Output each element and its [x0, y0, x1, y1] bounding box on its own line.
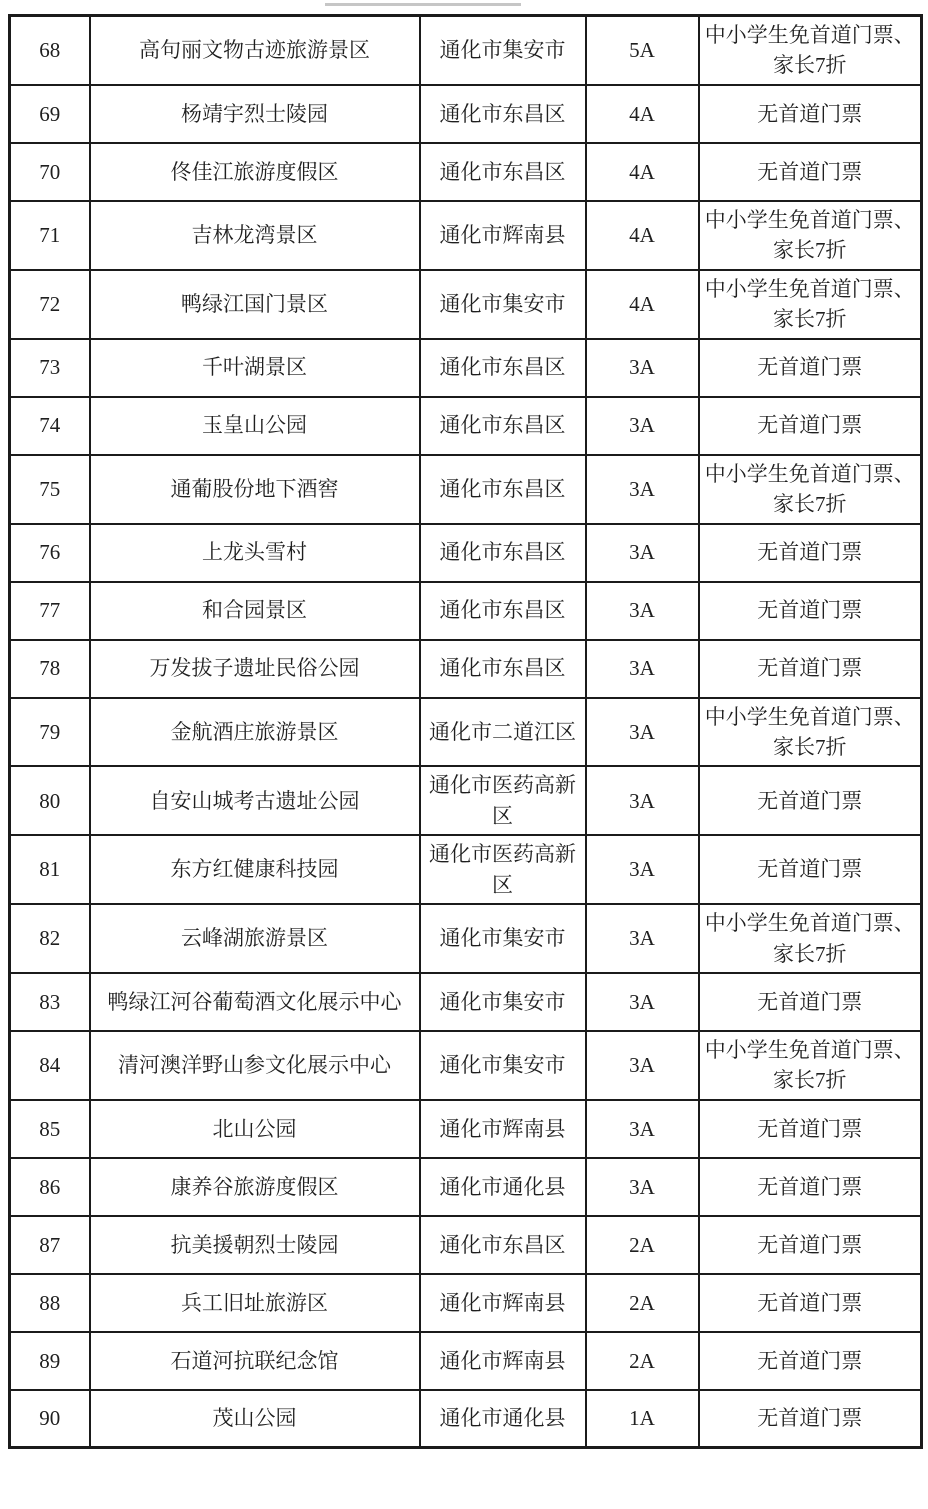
scenic-area-name-cell: 万发拔子遗址民俗公园: [90, 640, 420, 698]
table-row: [10, 1100, 922, 1158]
location-cell: 通化市通化县: [420, 1390, 586, 1448]
table-row: [10, 201, 922, 270]
location-cell: 通化市辉南县: [420, 1274, 586, 1332]
table-row: [10, 524, 922, 582]
row-number-cell: 81: [10, 835, 90, 904]
rating-cell: 3A: [586, 973, 699, 1031]
location-cell: 通化市东昌区: [420, 397, 586, 455]
scenic-area-name-cell: 通葡股份地下酒窖: [90, 455, 420, 524]
ticket-policy-cell: 中小学生免首道门票、家长7折: [699, 270, 922, 339]
ticket-policy-cell: 无首道门票: [699, 397, 922, 455]
ticket-policy-cell: 无首道门票: [699, 1332, 922, 1390]
row-number-cell: 79: [10, 698, 90, 767]
previous-row-border-remnant: [325, 3, 521, 6]
scenic-area-name-cell: 自安山城考古遗址公园: [90, 766, 420, 835]
row-number-cell: 83: [10, 973, 90, 1031]
ticket-policy-cell: 无首道门票: [699, 835, 922, 904]
rating-cell: 4A: [586, 201, 699, 270]
scenic-area-name-cell: 金航酒庄旅游景区: [90, 698, 420, 767]
rating-cell: 2A: [586, 1274, 699, 1332]
ticket-policy-cell: 无首道门票: [699, 143, 922, 201]
scenic-area-name-cell: 鸭绿江国门景区: [90, 270, 420, 339]
row-number-cell: 72: [10, 270, 90, 339]
scenic-area-name-cell: 兵工旧址旅游区: [90, 1274, 420, 1332]
ticket-policy-cell: 无首道门票: [699, 766, 922, 835]
scenic-area-name-cell: 云峰湖旅游景区: [90, 904, 420, 973]
table-row: [10, 766, 922, 835]
location-cell: 通化市集安市: [420, 1031, 586, 1100]
rating-cell: 3A: [586, 455, 699, 524]
table-row: [10, 1332, 922, 1390]
scenic-area-name-cell: 茂山公园: [90, 1390, 420, 1448]
row-number-cell: 87: [10, 1216, 90, 1274]
ticket-policy-cell: 无首道门票: [699, 1158, 922, 1216]
table-row: [10, 270, 922, 339]
row-number-cell: 90: [10, 1390, 90, 1448]
rating-cell: 3A: [586, 1158, 699, 1216]
rating-cell: 3A: [586, 1100, 699, 1158]
ticket-policy-cell: 中小学生免首道门票、家长7折: [699, 455, 922, 524]
scenic-area-name-cell: 和合园景区: [90, 582, 420, 640]
location-cell: 通化市医药高新区: [420, 766, 586, 835]
location-cell: 通化市东昌区: [420, 455, 586, 524]
rating-cell: 3A: [586, 698, 699, 767]
row-number-cell: 71: [10, 201, 90, 270]
ticket-policy-cell: 无首道门票: [699, 582, 922, 640]
scenic-area-table: [8, 14, 923, 1449]
ticket-policy-cell: 中小学生免首道门票、家长7折: [699, 201, 922, 270]
scenic-area-name-cell: 抗美援朝烈士陵园: [90, 1216, 420, 1274]
scenic-area-name-cell: 鸭绿江河谷葡萄酒文化展示中心: [90, 973, 420, 1031]
row-number-cell: 89: [10, 1332, 90, 1390]
table-row: [10, 16, 922, 85]
table-row: [10, 582, 922, 640]
scenic-area-name-cell: 上龙头雪村: [90, 524, 420, 582]
location-cell: 通化市集安市: [420, 973, 586, 1031]
rating-cell: 3A: [586, 1031, 699, 1100]
location-cell: 通化市辉南县: [420, 1332, 586, 1390]
scenic-area-name-cell: 清河澳洋野山参文化展示中心: [90, 1031, 420, 1100]
ticket-policy-cell: 无首道门票: [699, 1216, 922, 1274]
scenic-area-name-cell: 康养谷旅游度假区: [90, 1158, 420, 1216]
location-cell: 通化市东昌区: [420, 143, 586, 201]
row-number-cell: 70: [10, 143, 90, 201]
location-cell: 通化市东昌区: [420, 85, 586, 143]
row-number-cell: 85: [10, 1100, 90, 1158]
ticket-policy-cell: 无首道门票: [699, 973, 922, 1031]
location-cell: 通化市辉南县: [420, 201, 586, 270]
location-cell: 通化市医药高新区: [420, 835, 586, 904]
table-row: [10, 640, 922, 698]
rating-cell: 5A: [586, 16, 699, 85]
rating-cell: 3A: [586, 582, 699, 640]
scenic-area-name-cell: 杨靖宇烈士陵园: [90, 85, 420, 143]
scenic-area-name-cell: 玉皇山公园: [90, 397, 420, 455]
location-cell: 通化市集安市: [420, 16, 586, 85]
scenic-area-name-cell: 石道河抗联纪念馆: [90, 1332, 420, 1390]
ticket-policy-cell: 无首道门票: [699, 1274, 922, 1332]
location-cell: 通化市通化县: [420, 1158, 586, 1216]
row-number-cell: 74: [10, 397, 90, 455]
ticket-policy-cell: 无首道门票: [699, 1100, 922, 1158]
row-number-cell: 75: [10, 455, 90, 524]
row-number-cell: 68: [10, 16, 90, 85]
location-cell: 通化市东昌区: [420, 524, 586, 582]
location-cell: 通化市辉南县: [420, 1100, 586, 1158]
row-number-cell: 82: [10, 904, 90, 973]
location-cell: 通化市集安市: [420, 270, 586, 339]
location-cell: 通化市东昌区: [420, 640, 586, 698]
scenic-area-name-cell: 千叶湖景区: [90, 339, 420, 397]
scenic-area-name-cell: 东方红健康科技园: [90, 835, 420, 904]
table-row: [10, 835, 922, 904]
table-row: [10, 1158, 922, 1216]
rating-cell: 4A: [586, 270, 699, 339]
row-number-cell: 84: [10, 1031, 90, 1100]
table-row: [10, 973, 922, 1031]
table-row: [10, 85, 922, 143]
location-cell: 通化市东昌区: [420, 582, 586, 640]
row-number-cell: 73: [10, 339, 90, 397]
ticket-policy-cell: 无首道门票: [699, 640, 922, 698]
ticket-policy-cell: 中小学生免首道门票、家长7折: [699, 904, 922, 973]
row-number-cell: 86: [10, 1158, 90, 1216]
table-row: [10, 339, 922, 397]
ticket-policy-cell: 无首道门票: [699, 524, 922, 582]
ticket-policy-cell: 中小学生免首道门票、家长7折: [699, 698, 922, 767]
table-row: [10, 1031, 922, 1100]
table-row: [10, 698, 922, 767]
rating-cell: 3A: [586, 640, 699, 698]
location-cell: 通化市二道江区: [420, 698, 586, 767]
rating-cell: 3A: [586, 397, 699, 455]
ticket-policy-cell: 中小学生免首道门票、家长7折: [699, 1031, 922, 1100]
row-number-cell: 78: [10, 640, 90, 698]
table-row: [10, 1216, 922, 1274]
row-number-cell: 88: [10, 1274, 90, 1332]
rating-cell: 3A: [586, 904, 699, 973]
ticket-policy-cell: 无首道门票: [699, 1390, 922, 1448]
row-number-cell: 80: [10, 766, 90, 835]
rating-cell: 3A: [586, 835, 699, 904]
rating-cell: 2A: [586, 1332, 699, 1390]
rating-cell: 2A: [586, 1216, 699, 1274]
row-number-cell: 69: [10, 85, 90, 143]
table-body: [10, 16, 922, 1448]
location-cell: 通化市集安市: [420, 904, 586, 973]
rating-cell: 4A: [586, 85, 699, 143]
row-number-cell: 76: [10, 524, 90, 582]
rating-cell: 3A: [586, 524, 699, 582]
rating-cell: 3A: [586, 766, 699, 835]
row-number-cell: 77: [10, 582, 90, 640]
location-cell: 通化市东昌区: [420, 339, 586, 397]
scenic-area-name-cell: 佟佳江旅游度假区: [90, 143, 420, 201]
table-row: [10, 1274, 922, 1332]
scenic-area-name-cell: 高句丽文物古迹旅游景区: [90, 16, 420, 85]
location-cell: 通化市东昌区: [420, 1216, 586, 1274]
table-row: [10, 455, 922, 524]
table-row: [10, 397, 922, 455]
ticket-policy-cell: 无首道门票: [699, 85, 922, 143]
ticket-policy-cell: 无首道门票: [699, 339, 922, 397]
table-row: [10, 1390, 922, 1448]
table-row: [10, 143, 922, 201]
ticket-policy-cell: 中小学生免首道门票、家长7折: [699, 16, 922, 85]
rating-cell: 4A: [586, 143, 699, 201]
scenic-area-name-cell: 北山公园: [90, 1100, 420, 1158]
table-row: [10, 904, 922, 973]
rating-cell: 1A: [586, 1390, 699, 1448]
scenic-area-name-cell: 吉林龙湾景区: [90, 201, 420, 270]
rating-cell: 3A: [586, 339, 699, 397]
